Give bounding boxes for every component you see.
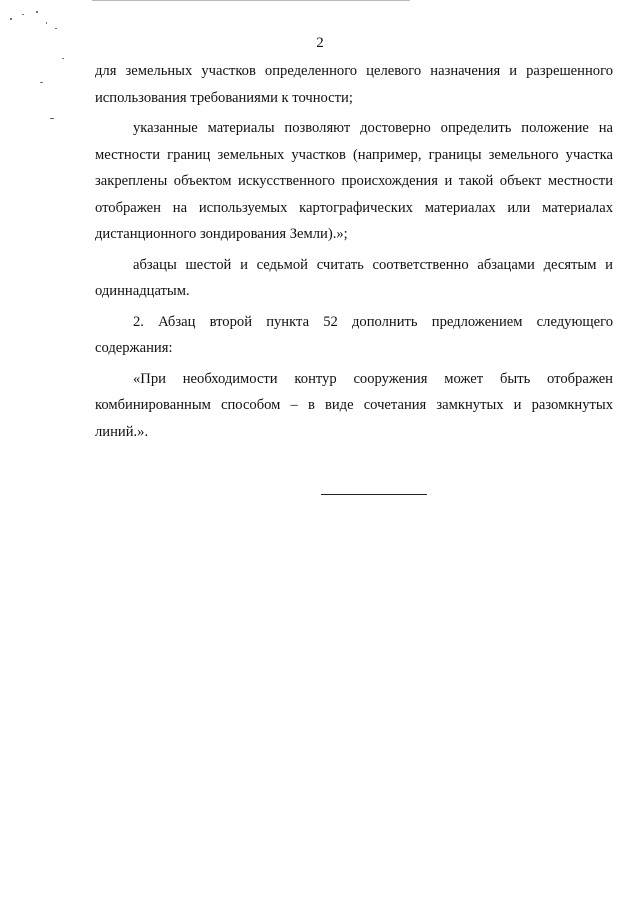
end-of-text-rule — [321, 494, 427, 495]
scan-speck — [22, 14, 24, 15]
scan-speck — [62, 58, 64, 59]
scan-speck — [10, 18, 12, 20]
page-number: 2 — [316, 35, 324, 51]
paragraph-continuation: для земельных участков определенного целевого назначения и разрешенного использования требованиями к точности; — [95, 63, 613, 106]
scan-speck — [36, 11, 38, 13]
document-body — [95, 58, 613, 449]
top-edge-rule — [92, 0, 410, 1]
paragraph: «При необходимости контур сооружения может быть отображен комбинированным способом – в виде сочетания замкнутых и разомкнутых линий.». — [95, 370, 613, 440]
scan-speck — [40, 82, 43, 83]
scan-speck — [46, 22, 47, 24]
paragraph: указанные материалы позволяют достоверно определить положение на местности границ земельных участков (например, границы земельного участка закреплены объектом искусственного происхождения и такой объект местности отображен на используемых картографических материалах или материалах дистанционного зондирования Земли).»; — [95, 120, 613, 242]
paragraph: абзацы шестой и седьмой считать соответственно абзацами десятым и одиннадцатым. — [95, 256, 613, 299]
paragraph: 2. Абзац второй пункта 52 дополнить предложением следующего содержания: — [95, 313, 613, 356]
scan-speck — [55, 28, 57, 29]
scan-speck — [50, 118, 54, 119]
